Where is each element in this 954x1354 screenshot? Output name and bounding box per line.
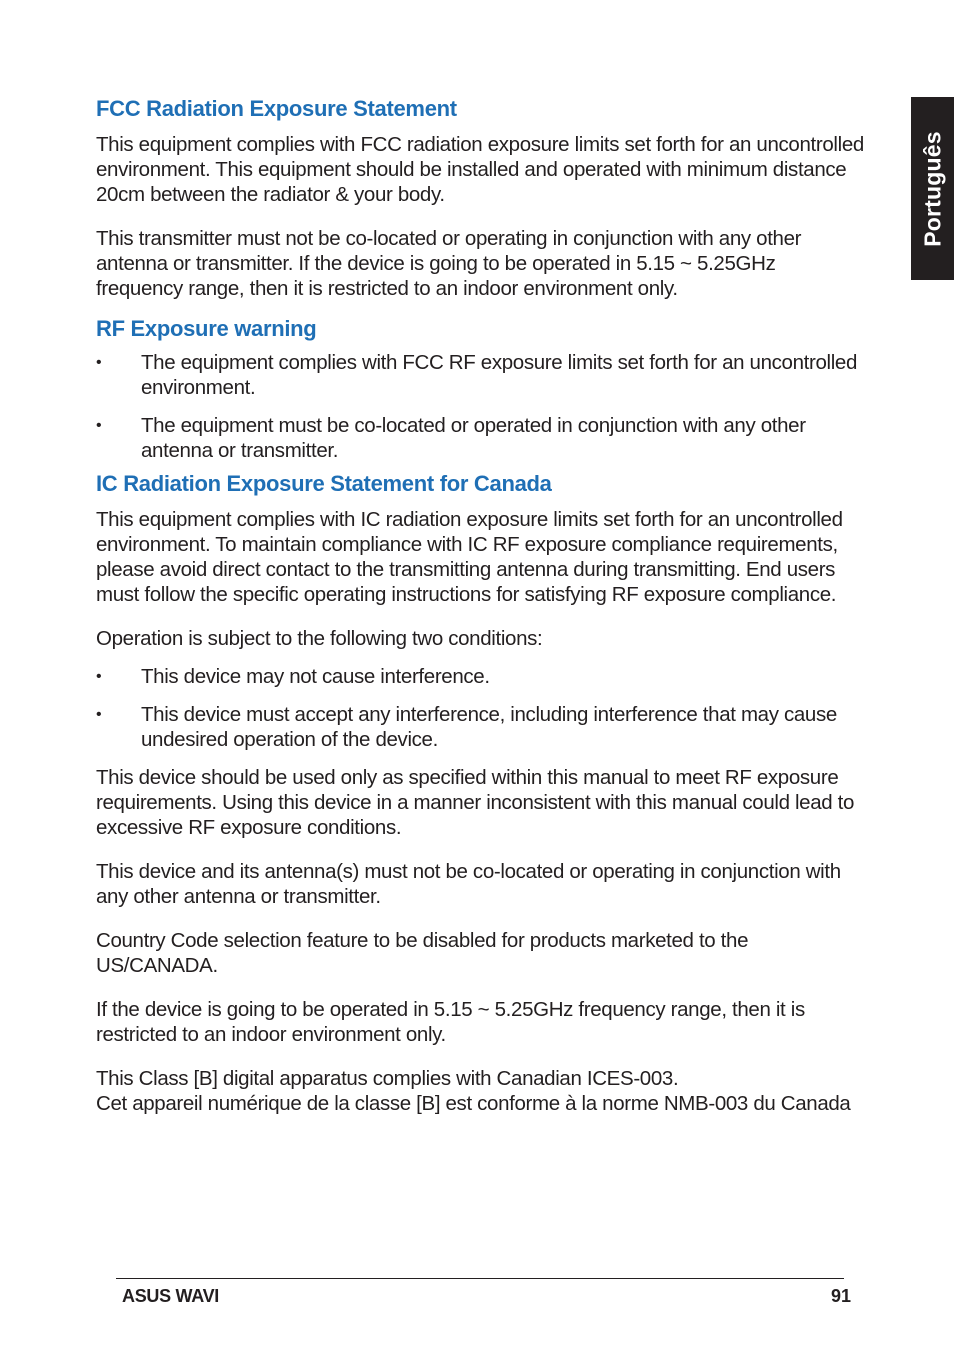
- language-side-tab: [911, 97, 954, 280]
- ic-paragraph-2: Operation is subject to the following two conditions:: [96, 627, 543, 650]
- footer-product-name: ASUS WAVI: [122, 1286, 219, 1306]
- ic-bullet-list: [96, 664, 866, 752]
- nmb-statement: Cet appareil numérique de la classe [B] est conforme à la norme NMB-003 du Canada: [96, 1092, 851, 1115]
- fcc-heading: FCC Radiation Exposure Statement: [96, 96, 457, 121]
- ic-paragraph-5: Country Code selection feature to be disabled for products marketed to the US/CANADA.: [96, 929, 749, 977]
- list-item: • The equipment must be co-located or operated in conjunction with any other antenna or transmitter.: [96, 413, 866, 463]
- list-item: • This device may not cause interference.: [96, 664, 866, 689]
- list-item: • This device must accept any interference, including interference that may cause undesired operation of the device.: [96, 702, 866, 752]
- rf-bullet-list: [96, 350, 866, 463]
- ic-paragraph-3: This device should be used only as specified within this manual to meet RF exposure requirements. Using this device in a manner inconsistent with this manual could lead to excessive RF exposure conditions.: [96, 766, 855, 839]
- page-number: 91: [830, 1286, 851, 1306]
- footer-divider: [116, 1278, 844, 1279]
- ic-paragraph-1: This equipment complies with IC radiation exposure limits set forth for an uncontrolled environment. To maintain compliance with IC RF exposure compliance requirements, please avoid direct contact to the transmitting antenna during transmitting. End users must follow the specific operating instructions for satisfying RF exposure compliance.: [96, 508, 843, 606]
- ic-heading: IC Radiation Exposure Statement for Canada: [96, 471, 552, 496]
- ic-paragraph-4: This device and its antenna(s) must not be co-located or operating in conjunction with any other antenna or transmitter.: [96, 860, 841, 908]
- page-content: [96, 94, 866, 1116]
- ices-statement: This Class [B] digital apparatus complies with Canadian ICES-003.: [96, 1067, 679, 1090]
- fcc-paragraph-2: This transmitter must not be co-located or operating in conjunction with any other antenna or transmitter. If the device is going to be operated in 5.15 ~ 5.25GHz frequency range, then it is restricted to an indoor environment only.: [96, 227, 802, 300]
- rf-heading: RF Exposure warning: [96, 316, 317, 341]
- fcc-paragraph-1: This equipment complies with FCC radiation exposure limits set forth for an uncontrolled environment. This equipment should be installed and operated with minimum distance 20cm between the radiator & your body.: [96, 133, 864, 206]
- ic-paragraph-6: If the device is going to be operated in 5.15 ~ 5.25GHz frequency range, then it is restricted to an indoor environment only.: [96, 998, 805, 1046]
- list-item: • The equipment complies with FCC RF exposure limits set forth for an uncontrolled environment.: [96, 350, 866, 400]
- language-tab-label: Português: [919, 130, 945, 247]
